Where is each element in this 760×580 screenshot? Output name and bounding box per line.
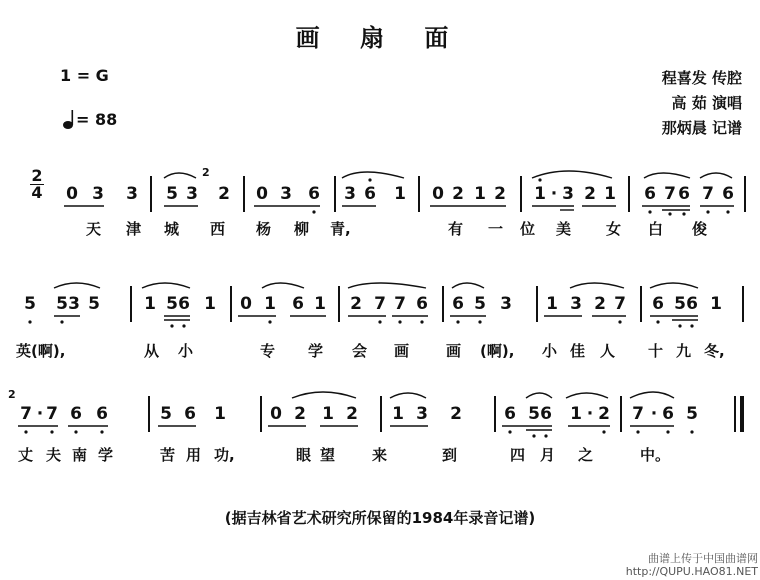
note: 6 <box>662 404 674 424</box>
lyric: 九 <box>676 342 692 360</box>
note: 5 <box>166 294 178 314</box>
note: 7 <box>702 184 714 204</box>
lyric: 青, <box>330 220 351 238</box>
note: 5 <box>166 184 178 204</box>
note: 5 <box>24 294 36 314</box>
note: 3 <box>126 184 138 204</box>
note: 7 <box>374 294 386 314</box>
note: 1 <box>474 184 486 204</box>
lyric: 用 <box>186 446 202 464</box>
credit-line: 那炳晨 记谱 <box>661 119 742 137</box>
watermark-url: http://QUPU.HAO81.NET <box>625 565 758 578</box>
note: 3 <box>416 404 428 424</box>
lyric: 一 <box>488 220 504 238</box>
source-footnote: (据吉林省艺术研究所保留的1984年录音记谱) <box>224 509 536 527</box>
key-signature: 1 = G <box>60 66 109 85</box>
note: 0 <box>240 294 252 314</box>
note: 1 <box>214 404 226 424</box>
lyric: 苦 <box>160 446 176 464</box>
slur-mark <box>650 283 698 288</box>
lyric: 有 <box>448 220 464 238</box>
watermark-line: 曲谱上传于中国曲谱网 <box>648 552 758 565</box>
lyric: 小 <box>542 342 558 360</box>
note: 3 <box>68 294 80 314</box>
lyric: 学 <box>308 342 324 360</box>
lyric: 四 <box>510 446 526 464</box>
note: 3 <box>562 184 574 204</box>
slur-mark <box>644 173 690 178</box>
lyric: 白 <box>648 220 664 238</box>
note: 2 <box>594 294 606 314</box>
slur-mark <box>570 283 624 288</box>
page-title: 画 扇 面 <box>295 23 465 52</box>
note: · <box>586 404 594 424</box>
note: 2 <box>294 404 306 424</box>
slur-mark <box>292 392 356 398</box>
note: 3 <box>500 294 512 314</box>
lyric: 天 <box>86 220 102 238</box>
credit-line: 程喜发 传腔 <box>661 69 742 87</box>
note: 0 <box>256 184 268 204</box>
note: 1 <box>314 294 326 314</box>
lyric: 津 <box>126 220 142 238</box>
lyric: 美 <box>556 220 572 238</box>
slur-mark <box>390 393 426 398</box>
lyric: 眼 <box>296 446 312 464</box>
lyric: 夫 <box>46 446 62 464</box>
slur-mark <box>342 172 404 178</box>
note: 2 <box>598 404 610 424</box>
note: 1 <box>394 184 406 204</box>
lyric: 冬, <box>704 342 725 360</box>
note: 1 <box>144 294 156 314</box>
slur-mark <box>526 393 552 398</box>
note: 2 <box>452 184 464 204</box>
note: 6 <box>452 294 464 314</box>
note: 0 <box>432 184 444 204</box>
grace-note-number: 2 <box>202 166 210 179</box>
note: 1 <box>204 294 216 314</box>
note: 1 <box>570 404 582 424</box>
note: 5 <box>686 404 698 424</box>
note: 6 <box>364 184 376 204</box>
slur-mark <box>700 173 732 178</box>
note: 7 <box>46 404 58 424</box>
note: 5 <box>474 294 486 314</box>
lyric: 俊 <box>692 220 708 238</box>
slur-mark <box>164 173 196 178</box>
time-signature-bottom: 4 <box>31 183 43 202</box>
note: 2 <box>584 184 596 204</box>
lyric: 从 <box>144 342 160 360</box>
note: 6 <box>308 184 320 204</box>
watermark <box>626 552 758 578</box>
note: 7 <box>20 404 32 424</box>
time-signature-top: 2 <box>31 166 43 185</box>
credit-line: 高 茹 演唱 <box>671 94 742 112</box>
lyric: 十 <box>648 342 664 360</box>
note: 6 <box>678 184 690 204</box>
note: 6 <box>184 404 196 424</box>
note: 1 <box>546 294 558 314</box>
note: 6 <box>652 294 664 314</box>
note: 6 <box>540 404 552 424</box>
note: 3 <box>186 184 198 204</box>
lyric: 学 <box>98 446 114 464</box>
tempo-value: = 88 <box>76 109 118 129</box>
lyric: 柳 <box>294 220 310 238</box>
note: 1 <box>392 404 404 424</box>
note: 2 <box>218 184 230 204</box>
note: 5 <box>674 294 686 314</box>
slur-mark <box>566 393 608 398</box>
lyric: 丈 <box>18 446 34 464</box>
note: 2 <box>350 294 362 314</box>
note: 2 <box>494 184 506 204</box>
lyric: 佳 <box>570 342 586 360</box>
note: · <box>550 184 558 204</box>
lyric: 到 <box>442 446 458 464</box>
note: 2 <box>346 404 358 424</box>
note: 3 <box>92 184 104 204</box>
note: 1 <box>534 184 546 204</box>
grace-note-number: 2 <box>8 388 16 401</box>
note: · <box>650 404 658 424</box>
note: 1 <box>604 184 616 204</box>
lyric: 之 <box>578 446 594 464</box>
note: 6 <box>644 184 656 204</box>
note: 6 <box>504 404 516 424</box>
lyric: (啊), <box>480 342 515 360</box>
slur-mark <box>630 392 674 398</box>
lyric: 西 <box>210 220 226 238</box>
lyric: 望 <box>320 446 336 464</box>
note: 5 <box>56 294 68 314</box>
note: 7 <box>394 294 406 314</box>
note: 1 <box>264 294 276 314</box>
lyric: 中。 <box>640 446 671 464</box>
lyric: 专 <box>260 342 276 360</box>
note: 6 <box>178 294 190 314</box>
note: 0 <box>66 184 78 204</box>
note: 5 <box>528 404 540 424</box>
slur-mark <box>54 283 100 288</box>
slur-mark <box>348 283 426 288</box>
note: 6 <box>722 184 734 204</box>
slur-mark <box>142 283 190 288</box>
note: 6 <box>686 294 698 314</box>
note: 1 <box>322 404 334 424</box>
lyric: 人 <box>600 342 616 360</box>
lyric: 杨 <box>256 220 272 238</box>
note: 7 <box>664 184 676 204</box>
lyric: 画 <box>394 342 410 360</box>
note: 5 <box>88 294 100 314</box>
slur-mark <box>262 283 304 288</box>
note: 7 <box>614 294 626 314</box>
note: · <box>36 404 44 424</box>
slur-mark <box>452 283 484 288</box>
lyric: 功, <box>214 446 235 464</box>
note: 2 <box>450 404 462 424</box>
lyric: 女 <box>606 220 622 238</box>
note: 3 <box>570 294 582 314</box>
note: 6 <box>70 404 82 424</box>
lyric: 英(啊), <box>16 342 66 360</box>
lyric: 小 <box>178 342 194 360</box>
lyric: 画 <box>446 342 462 360</box>
lyric: 月 <box>540 446 556 464</box>
note: 6 <box>292 294 304 314</box>
slur-mark <box>532 171 612 178</box>
note: 1 <box>710 294 722 314</box>
lyric: 城 <box>164 220 180 238</box>
note: 5 <box>160 404 172 424</box>
note: 0 <box>270 404 282 424</box>
note: 7 <box>632 404 644 424</box>
lyric: 会 <box>352 342 368 360</box>
lyric: 南 <box>72 446 88 464</box>
lyric: 位 <box>520 220 536 238</box>
note: 6 <box>416 294 428 314</box>
note: 3 <box>344 184 356 204</box>
note: 6 <box>96 404 108 424</box>
lyric: 来 <box>372 446 388 464</box>
note: 3 <box>280 184 292 204</box>
